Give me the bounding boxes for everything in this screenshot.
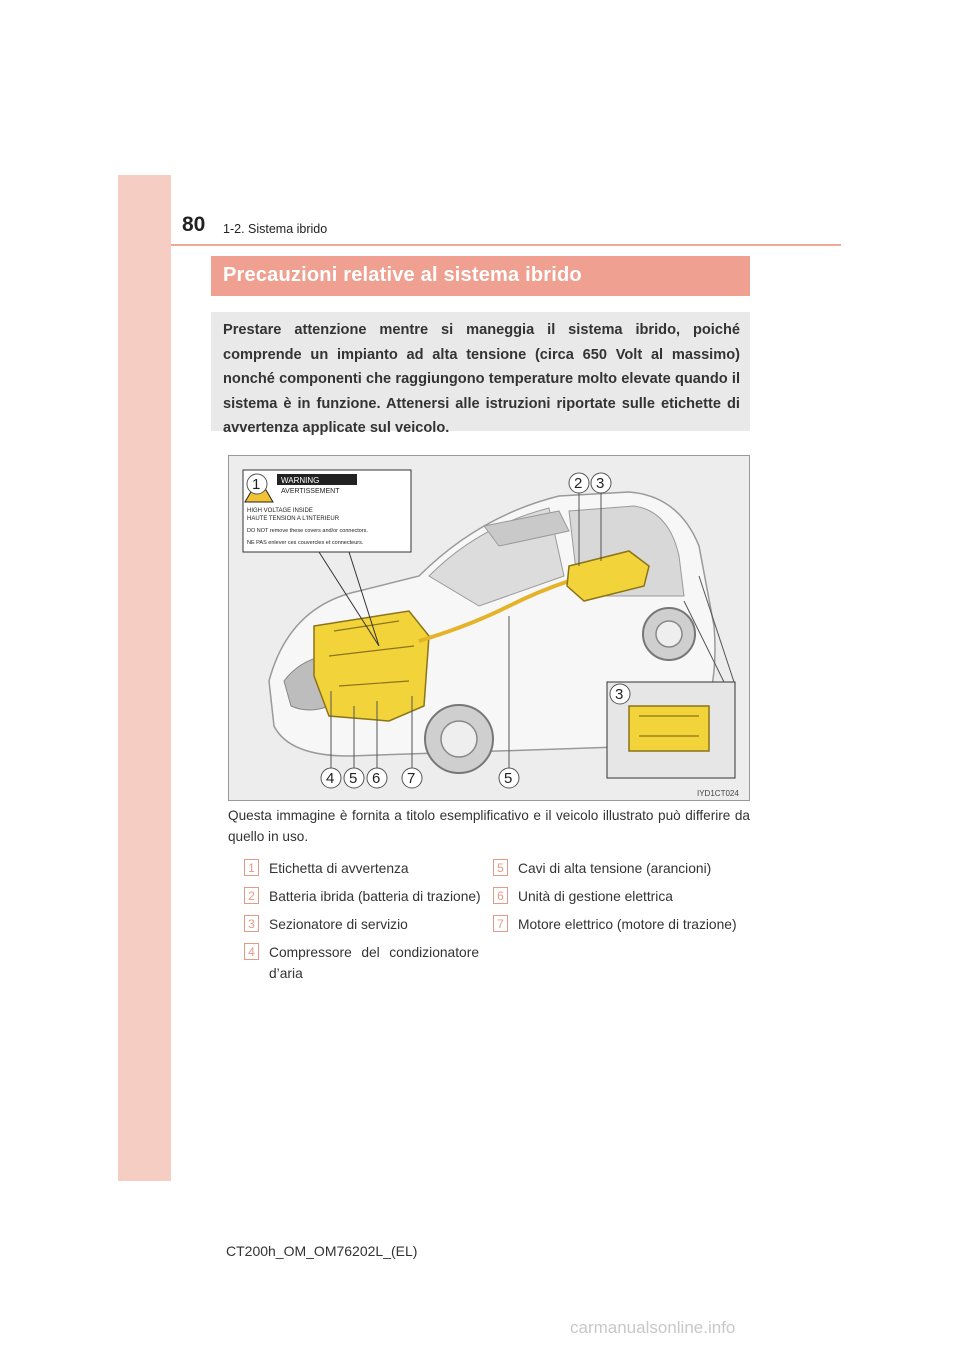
chapter-title: 1-2. Sistema ibrido	[223, 222, 328, 236]
side-band	[118, 175, 171, 1181]
document-code: CT200h_OM_OM76202L_(EL)	[226, 1243, 418, 1259]
legend-number: 3	[244, 915, 259, 932]
callout-2	[569, 473, 589, 493]
warning-label-line5: DO NOT remove these covers and/or connectors.	[247, 528, 368, 534]
legend-number: 2	[244, 887, 259, 904]
warning-label-line3: HIGH VOLTAGE INSIDE	[247, 508, 313, 514]
legend-number: 1	[244, 859, 259, 876]
svg-text:3: 3	[615, 686, 624, 703]
figure-code: IYD1CT024	[697, 789, 739, 798]
svg-text:5: 5	[349, 770, 358, 787]
legend-text: Unità di gestione elettrica	[518, 889, 673, 904]
callout-3	[591, 473, 611, 493]
legend-item-4	[244, 943, 484, 987]
intro-text: Prestare attenzione mentre si maneggia il sistema ibrido, poiché comprende un impianto ad alta tensione (circa 650 Volt al massimo) nonché componenti che raggiungono temperature molto elevate quando il sistema è in funzione. Attenersi alle istruzioni riportate sulle etichette di avvertenza applicate sul veicolo.	[223, 322, 740, 436]
legend-text: Sezionatore di servizio	[269, 917, 408, 932]
legend-item-2	[244, 887, 484, 909]
legend-text: Etichetta di avvertenza	[269, 861, 409, 876]
svg-text:6: 6	[372, 770, 381, 787]
header-rule	[171, 244, 841, 246]
warning-label-line6: NE PAS enlever ces couvercles et connecteurs.	[247, 540, 364, 546]
watermark: carmanualsonline.info	[570, 1318, 736, 1337]
warning-label-line1: WARNING	[281, 476, 320, 485]
svg-text:5: 5	[504, 770, 513, 787]
legend-item-7	[493, 915, 750, 959]
svg-text:7: 7	[407, 770, 416, 787]
legend-text: Cavi di alta tensione (arancioni)	[518, 861, 712, 876]
legend-text: Compressore del condizionatore d’aria	[269, 945, 479, 981]
legend-item-5	[493, 859, 750, 881]
callout-3-inset	[610, 684, 630, 704]
legend-number: 6	[493, 887, 508, 904]
svg-text:2: 2	[574, 475, 583, 492]
callout-4	[321, 768, 341, 788]
legend-item-3	[244, 915, 474, 937]
figure-caption: Questa immagine è fornita a titolo esemplificativo e il veicolo illustrato può differire da quello in uso.	[228, 808, 750, 844]
car-illustration	[229, 456, 749, 800]
hybrid-system-figure	[228, 455, 750, 801]
legend-number: 5	[493, 859, 508, 876]
warning-label-line2: AVERTISSEMENT	[281, 488, 340, 495]
callout-1	[247, 474, 267, 494]
callout-6	[367, 768, 387, 788]
callout-7	[402, 768, 422, 788]
svg-text:3: 3	[596, 475, 605, 492]
svg-text:1: 1	[252, 476, 261, 493]
legend-number: 7	[493, 915, 508, 932]
legend-number: 4	[244, 943, 259, 960]
section-title: Precauzioni relative al sistema ibrido	[211, 256, 750, 296]
legend-item-1	[244, 859, 474, 881]
callout-5	[344, 768, 364, 788]
legend-text: Motore elettrico (motore di trazione)	[518, 917, 737, 932]
legend-text: Batteria ibrida (batteria di trazione)	[269, 889, 481, 904]
warning-label-line4: HAUTE TENSION A L'INTERIEUR	[247, 516, 340, 522]
page-number: 80	[182, 213, 206, 236]
svg-text:4: 4	[326, 770, 335, 787]
legend-item-6	[493, 887, 750, 909]
callout-5-cable	[499, 768, 519, 788]
intro-box	[211, 312, 750, 436]
